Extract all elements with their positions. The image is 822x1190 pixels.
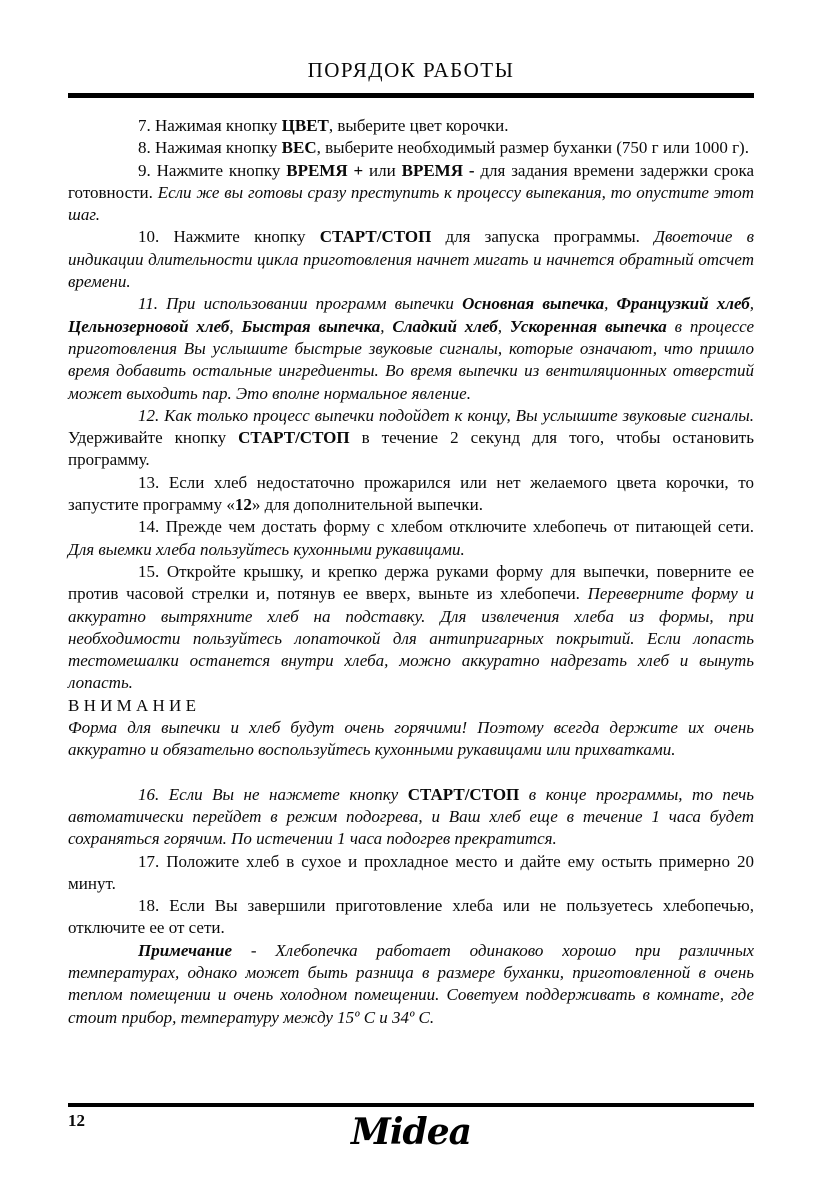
text-segment: в процессе приготовления Вы услышите быстрые звуковые сигналы, которые означают, что пришло время добавить остальные ингредиенты. Во время выпечки из вентиляционных отверстий может выходить пар. Это вполне нормальное явление. xyxy=(68,316,755,403)
text-segment: в течение 2 секунд для того, чтобы остановить программу. xyxy=(68,428,754,470)
paragraph xyxy=(68,516,754,561)
paragraph xyxy=(68,561,754,695)
text-segment: 13. Если хлеб недостаточно прожарился или нет желаемого цвета корочки, то запустите программу « xyxy=(68,472,754,515)
text-segment: , xyxy=(380,316,393,336)
text-segment: для задания времени задержки срока готовности. xyxy=(68,160,755,202)
text-segment: ВРЕМЯ - xyxy=(401,160,475,180)
paragraph xyxy=(68,472,754,517)
text-segment: Основная выпечка xyxy=(462,294,605,314)
text-segment: Удерживайте кнопку xyxy=(68,428,239,448)
document-body xyxy=(68,115,754,1029)
paragraph xyxy=(68,293,754,404)
paragraph xyxy=(68,784,754,851)
text-segment: для запуска программы. xyxy=(431,227,655,247)
footer-row xyxy=(68,1107,754,1167)
text-segment: Французкий хлеб xyxy=(616,294,750,314)
text-segment: Переверните форму и аккуратно вытряхните хлеб на подставку. Для извлечения хлеба из формы, при необходимости пользуйтесь лопаточкой для антипригарных покрытий. Если лопасть тестомешалки останется внутри хлеба, можно аккуратно надрезать хлеб и вынуть лопасть. xyxy=(68,584,754,693)
text-segment: , выберите цвет корочки. xyxy=(328,116,509,135)
text-segment: » для дополнительной выпечки. xyxy=(251,495,483,515)
text-segment: 12 xyxy=(234,495,252,515)
text-segment: Форма для выпечки и хлеб будут очень горячими! Поэтому всегда держите их очень аккуратно и обязательно воспользуйтесь кухонными рукавицами или прихватками. xyxy=(68,718,754,760)
paragraph xyxy=(68,226,754,293)
text-segment: СТАРТ/СТОП xyxy=(407,784,520,804)
text-segment: ЦВЕТ xyxy=(281,116,329,135)
attention-heading xyxy=(68,695,754,717)
text-segment: 12. Как только процесс выпечки подойдет к концу, Вы услышите звуковые сигналы. xyxy=(138,405,754,425)
text-segment: 15. Откройте крышку, и крепко держа руками форму для выпечки, поверните ее против часовой стрелки и, потянув ее вверх, выньте из хлебопечи. xyxy=(68,561,754,604)
text-segment: Быстрая выпечка xyxy=(241,316,381,336)
text-segment: Двоеточие в индикации длительности цикла приготовления начнет мигать и начнется обратный отсчет времени. xyxy=(68,227,754,292)
text-segment: В Н И М А Н И Е xyxy=(68,695,196,715)
text-segment: 8. Нажимая кнопку xyxy=(138,138,282,158)
text-segment: , xyxy=(604,294,617,314)
text-segment: Хлебопечка работает одинаково хорошо при различных температурах, однако может быть разница в размере буханки, приготовленной в очень теплом помещении и очень холодном помещении. Советуем поддерживать в комнате, где стоит прибор, температуру между 15º С и 34º С. xyxy=(68,940,754,1027)
note-paragraph xyxy=(68,940,754,1029)
text-segment: ВРЕМЯ + xyxy=(286,160,364,180)
text-segment: СТАРТ/СТОП xyxy=(238,428,350,448)
text-segment: 10. Нажмите кнопку xyxy=(138,227,320,247)
text-segment: - xyxy=(232,940,276,960)
text-segment: Цельнозерновой хлеб xyxy=(68,316,230,336)
title-rule xyxy=(68,93,754,98)
attention-text xyxy=(68,717,754,762)
text-segment: 9. Нажмите кнопку xyxy=(138,160,287,180)
text-segment: 17. Положите хлеб в сухое и прохладное место и дайте ему остыть примерно 20 минут. xyxy=(68,851,754,893)
paragraph xyxy=(68,895,754,940)
text-segment: ВЕС xyxy=(281,138,317,158)
page-number: 12 xyxy=(68,1111,85,1130)
text-segment: 16. Если Вы не нажмете кнопку xyxy=(138,784,408,804)
text-segment: , xyxy=(229,316,242,336)
text-segment: 11. При использовании программ выпечки xyxy=(138,294,463,314)
text-segment: или xyxy=(363,160,402,180)
text-segment: , выберите необходимый размер буханки (750 г или 1000 г). xyxy=(316,138,749,158)
text-segment: в конце программы, то печь автоматически перейдет в режим подогрева, и Ваш хлеб еще в течение 1 часа будет сохраняться горячим. По истечении 1 часа подогрев прекратится. xyxy=(68,784,755,849)
text-segment: Для выемки хлеба пользуйтесь кухонными рукавицами. xyxy=(68,539,465,559)
page-title: ПОРЯДОК РАБОТЫ xyxy=(307,58,515,82)
text-segment: 14. Прежде чем достать форму с хлебом отключите хлебопечь от питающей сети. xyxy=(138,517,754,537)
midea-logo: Midea xyxy=(351,1111,471,1153)
paragraph xyxy=(68,851,754,896)
paragraph xyxy=(68,405,754,472)
paragraph xyxy=(68,160,754,227)
text-segment: СТАРТ/СТОП xyxy=(319,227,432,247)
paragraph xyxy=(68,137,754,159)
text-segment: 7. Нажимая кнопку xyxy=(138,116,282,135)
page-header xyxy=(0,0,822,98)
paragraph xyxy=(68,115,754,137)
text-segment: , xyxy=(497,316,510,336)
text-segment: 18. Если Вы завершили приготовление хлеба или не пользуетесь хлебопечью, отключите ее от сети. xyxy=(68,896,754,938)
text-segment: Если же вы готовы сразу преступить к процессу выпекания, то опустите этот шаг. xyxy=(68,182,755,225)
text-segment: Ускоренная выпечка xyxy=(509,316,667,336)
text-segment: Примечание xyxy=(138,940,233,960)
page-footer xyxy=(68,1103,754,1167)
text-segment: Сладкий хлеб xyxy=(392,316,498,336)
text-segment: , xyxy=(749,294,755,314)
